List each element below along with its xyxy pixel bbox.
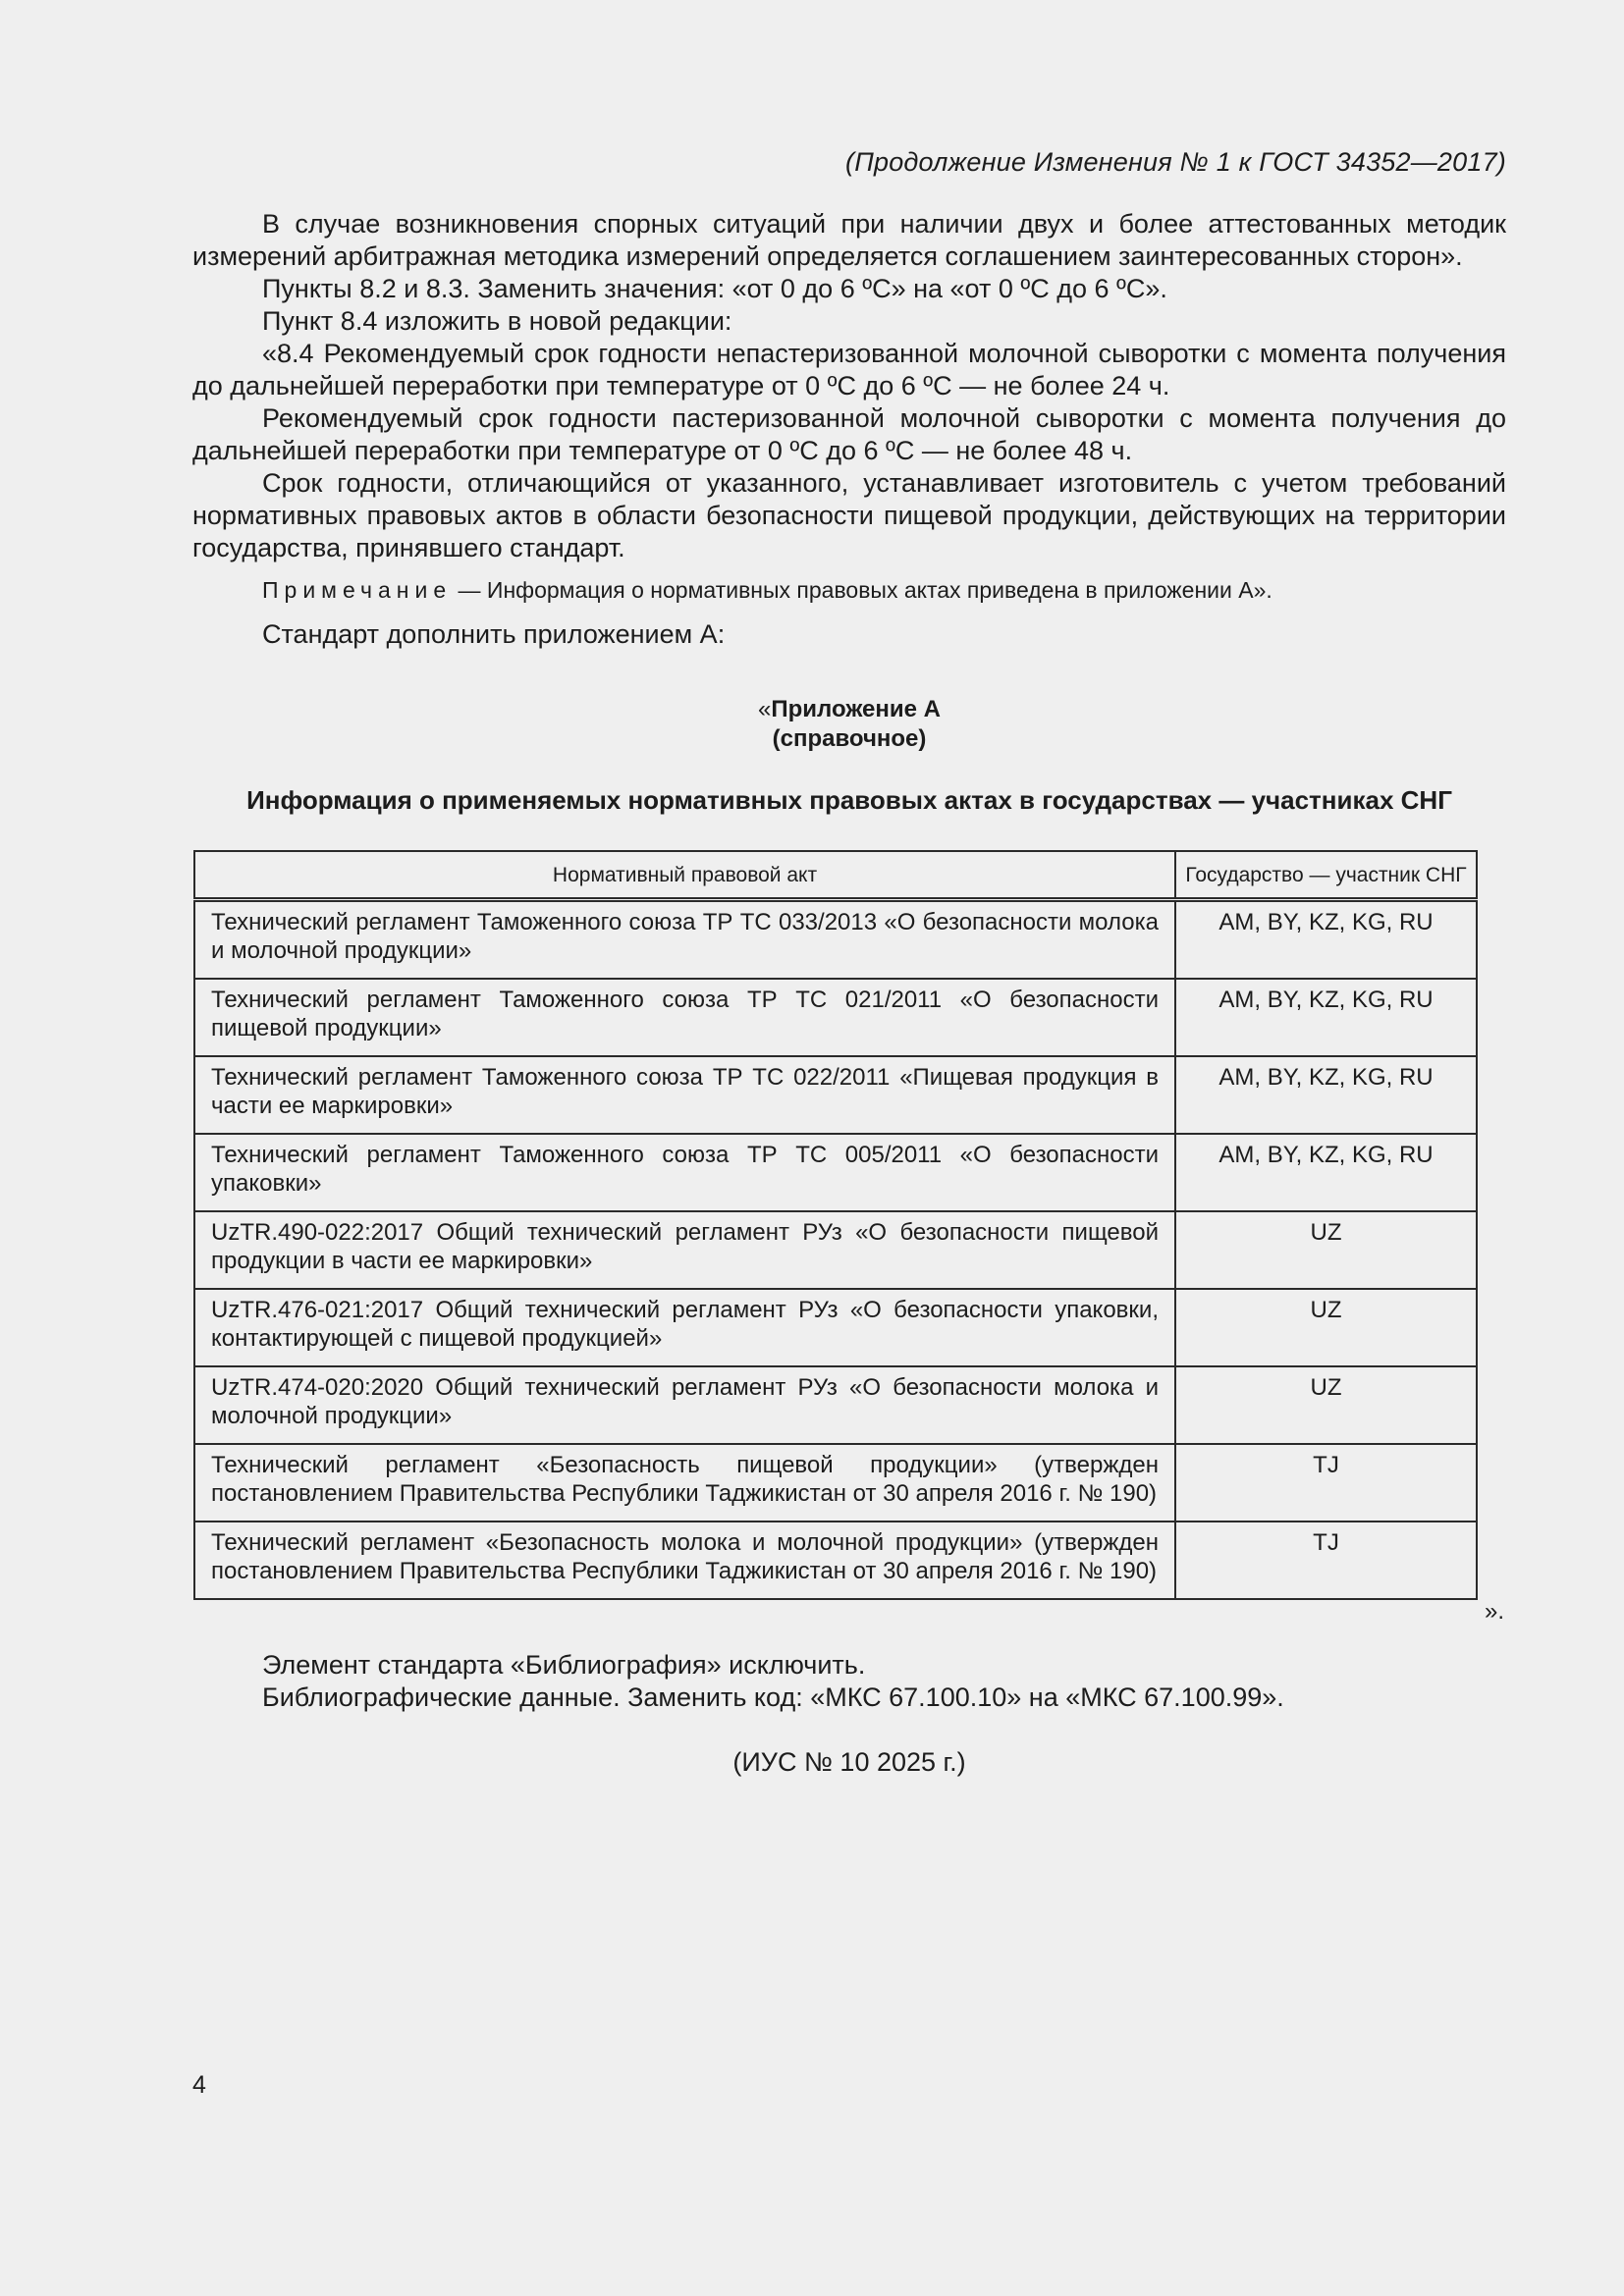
table-row: [194, 1289, 1477, 1366]
state-cell: TJ: [1175, 1522, 1477, 1599]
act-cell: UzTR.490-022:2017 Общий технический регламент РУз «О безопасности пищевой продукции в части ее маркировки»: [194, 1211, 1175, 1289]
note: [192, 574, 1506, 607]
page-header: (Продолжение Изменения № 1 к ГОСТ 34352—2017): [845, 147, 1506, 177]
supplement-line: Стандарт дополнить приложением А:: [262, 619, 726, 649]
table-row: [194, 1366, 1477, 1444]
acts-table: [193, 850, 1478, 1600]
table-row: [194, 1444, 1477, 1522]
after-line: Элемент стандарта «Библиография» исключить.: [262, 1650, 866, 1680]
appendix-subtitle: (справочное): [772, 725, 927, 752]
state-cell: UZ: [1175, 1289, 1477, 1366]
act-cell: Технический регламент Таможенного союза ТР ТС 005/2011 «О безопасности упаковки»: [194, 1134, 1175, 1211]
state-cell: UZ: [1175, 1366, 1477, 1444]
table-row: [194, 900, 1477, 980]
table-row: [194, 1134, 1477, 1211]
table-row: [194, 979, 1477, 1056]
act-cell: UzTR.474-020:2020 Общий технический регламент РУз «О безопасности молока и молочной продукции»: [194, 1366, 1175, 1444]
paragraph: Рекомендуемый срок годности пастеризованной молочной сыворотки с момента получения до дальнейшей переработки при температуре от 0 ºС до 6 ºС — не более 48 ч.: [192, 403, 1506, 465]
state-cell: AM, BY, KZ, KG, RU: [1175, 1134, 1477, 1211]
act-cell: Технический регламент Таможенного союза ТР ТС 022/2011 «Пищевая продукция в части ее маркировки»: [194, 1056, 1175, 1134]
state-cell: AM, BY, KZ, KG, RU: [1175, 900, 1477, 980]
paragraph: Пункт 8.4 изложить в новой редакции:: [262, 306, 732, 336]
state-cell: AM, BY, KZ, KG, RU: [1175, 1056, 1477, 1134]
paragraph: В случае возникновения спорных ситуаций при наличии двух и более аттестованных методик измерений арбитражная методика измерений определяется соглашением заинтересованных сторон».: [192, 209, 1506, 271]
paragraph: Пункты 8.2 и 8.3. Заменить значения: «от 0 до 6 ºС» на «от 0 ºС до 6 ºС».: [262, 274, 1167, 303]
after-line: Библиографические данные. Заменить код: «МКС 67.100.10» на «МКС 67.100.99».: [262, 1682, 1284, 1712]
act-cell: Технический регламент «Безопасность пищевой продукции» (утвержден постановлением Правительства Республики Таджикистан от 30 апреля 2016 г. № 190): [194, 1444, 1175, 1522]
appendix-open-quote: «: [758, 696, 772, 722]
body-text: [192, 208, 1506, 651]
appendix-heading: [192, 695, 1506, 754]
table-title: Информация о применяемых нормативных правовых актах в государствах — участниках СНГ: [246, 785, 1452, 815]
paragraph: «8.4 Рекомендуемый срок годности непастеризованной молочной сыворотки с момента получения до дальнейшей переработки при температуре от 0 ºС до 6 ºС — не более 24 ч.: [192, 339, 1506, 400]
table-row: [194, 1211, 1477, 1289]
state-cell: UZ: [1175, 1211, 1477, 1289]
act-cell: UzTR.476-021:2017 Общий технический регламент РУз «О безопасности упаковки, контактирующей с пищевой продукцией»: [194, 1289, 1175, 1366]
act-cell: Технический регламент Таможенного союза ТР ТС 021/2011 «О безопасности пищевой продукции»: [194, 979, 1175, 1056]
note-label: Примечание: [262, 577, 453, 603]
act-cell: Технический регламент «Безопасность молока и молочной продукции» (утвержден постановлением Правительства Республики Таджикистан от 30 апреля 2016 г. № 190): [194, 1522, 1175, 1599]
table-row: [194, 1056, 1477, 1134]
column-header-state: Государство — участник СНГ: [1175, 851, 1477, 900]
column-header-act: Нормативный правовой акт: [194, 851, 1175, 900]
page-number: 4: [192, 2071, 206, 2099]
after-text: [262, 1649, 1284, 1714]
state-cell: TJ: [1175, 1444, 1477, 1522]
paragraph: Срок годности, отличающийся от указанного, устанавливает изготовитель с учетом требований нормативных правовых актов в области безопасности пищевой продукции, действующих на территории государства, принявшего стандарт.: [192, 468, 1506, 562]
note-text: — Информация о нормативных правовых актах приведена в приложении А».: [452, 577, 1272, 603]
ius-reference: (ИУС № 10 2025 г.): [732, 1747, 966, 1777]
table-end-mark: ».: [1485, 1598, 1505, 1625]
table-row: [194, 1522, 1477, 1599]
table-header-row: [194, 851, 1477, 900]
act-cell: Технический регламент Таможенного союза ТР ТС 033/2013 «О безопасности молока и молочной продукции»: [194, 900, 1175, 980]
appendix-title: Приложение А: [771, 696, 941, 722]
state-cell: AM, BY, KZ, KG, RU: [1175, 979, 1477, 1056]
